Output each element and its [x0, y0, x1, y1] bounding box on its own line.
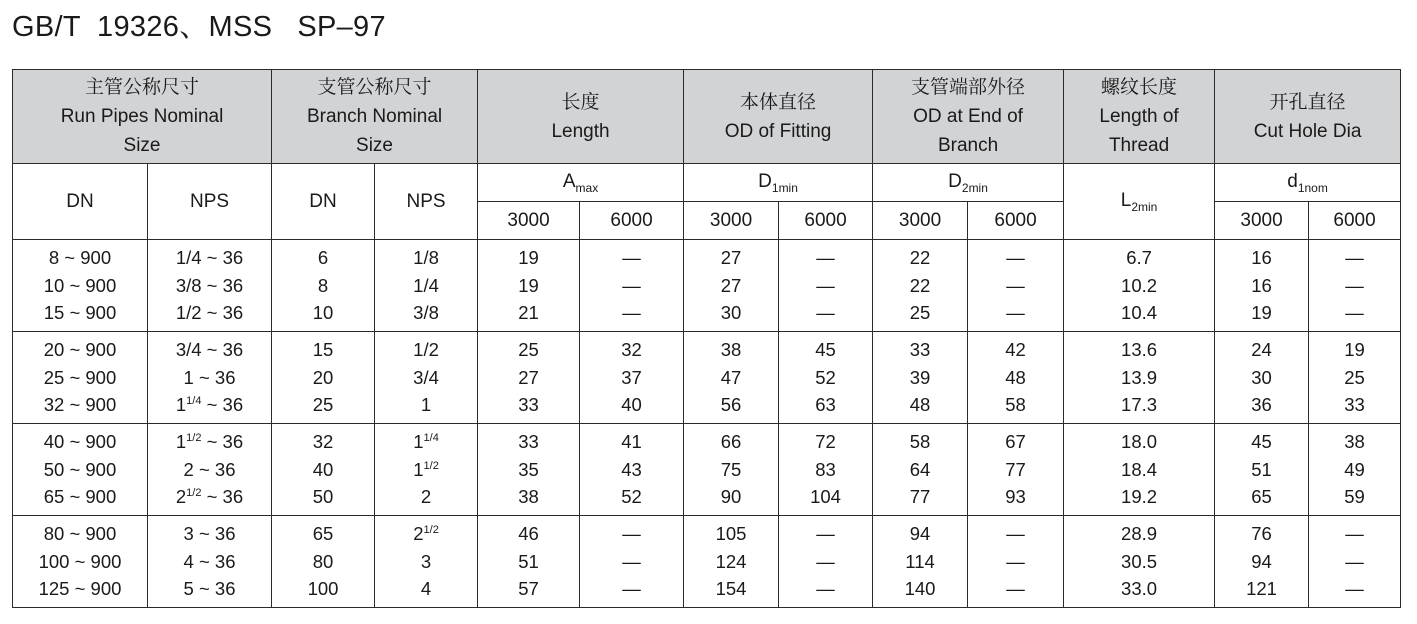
branch-nps-value: 1/4	[413, 274, 439, 296]
dh-symbol: d	[1287, 170, 1298, 192]
dh6000-value: —	[1345, 302, 1364, 324]
run-dn-value: 25 ~ 900	[43, 366, 117, 388]
d2-6000-value: 77	[1005, 458, 1026, 480]
d1-subscript: 1min	[771, 180, 798, 195]
header-run-nps: NPS	[148, 164, 272, 240]
branch-nps-value	[375, 428, 477, 456]
branch-nps-value-value: 2	[420, 486, 432, 508]
d2-6000-value: 93	[1005, 486, 1026, 508]
run-nps-value-value: 1 ~ 36	[183, 366, 236, 388]
run-nps-value-fraction: 1/2	[186, 432, 202, 445]
d2-3000-value: 33	[909, 339, 931, 361]
branch-dn-value: 15	[312, 339, 334, 361]
header-od-branch-cn: 支管端部外径	[911, 76, 1026, 98]
a6000-cell	[580, 240, 684, 332]
run-nps-value	[148, 272, 271, 300]
table-row-group	[13, 332, 1401, 424]
a3000-value: 21	[518, 302, 539, 324]
a6000-cell	[580, 516, 684, 608]
a6000-value: 41	[621, 431, 642, 453]
d1-3000-value: 56	[720, 394, 742, 416]
run-dn-value: 20 ~ 900	[43, 339, 117, 361]
d1-6000-value: —	[816, 523, 835, 545]
dh3000-value: 65	[1251, 486, 1272, 508]
l2-value: 19.2	[1121, 486, 1158, 508]
a6000-value: —	[622, 247, 641, 269]
d2-3000-cell	[873, 424, 968, 516]
d2-6000-cell	[968, 240, 1064, 332]
l2-cell	[1064, 424, 1215, 516]
d1-symbol: D	[758, 170, 772, 192]
d1-6000-value: 83	[815, 458, 836, 480]
dh6000-cell	[1309, 424, 1401, 516]
branch-nps-cell	[375, 240, 478, 332]
d1-3000-value: 66	[720, 431, 742, 453]
d1-6000-value: —	[816, 247, 835, 269]
run-nps-value-value: 3/4 ~ 36	[175, 339, 244, 361]
branch-dn-cell	[272, 424, 375, 516]
branch-nps-value-fraction: 1/2	[423, 524, 439, 537]
header-run-size-en2: Size	[123, 135, 161, 156]
d2-3000-value: 77	[909, 486, 931, 508]
a3000-value: 51	[518, 550, 539, 572]
l2-value: 30.5	[1121, 550, 1158, 572]
page-title: GB/T 19326、MSS SP–97	[12, 11, 386, 43]
run-nps-value-value: 3 ~ 36	[183, 523, 236, 545]
d1-3000-value: 27	[720, 247, 742, 269]
run-dn-value: 125 ~ 900	[38, 578, 122, 600]
header-run-size-cn: 主管公称尺寸	[85, 76, 200, 98]
run-nps-value	[148, 391, 271, 419]
run-nps-value	[148, 548, 271, 576]
dh6000-value: 38	[1344, 431, 1365, 453]
a3000-value: 19	[518, 274, 539, 296]
a6000-value: 43	[621, 458, 642, 480]
d2-3000-value: 48	[909, 394, 931, 416]
d1-3000-value: 30	[720, 302, 742, 324]
d1-3000-value: 75	[720, 458, 742, 480]
branch-dn-cell	[272, 516, 375, 608]
header-cut-hole-en1: Cut Hole Dia	[1253, 120, 1362, 142]
run-nps-value	[148, 364, 271, 392]
branch-nps-value	[375, 456, 477, 484]
header-a-3000: 3000	[478, 202, 580, 240]
dh3000-cell	[1215, 332, 1309, 424]
d2-3000-value: 25	[909, 302, 931, 324]
d1-3000-cell	[684, 424, 779, 516]
d2-3000-cell	[873, 240, 968, 332]
d1-6000-cell	[779, 332, 873, 424]
a3000-value: 33	[518, 431, 539, 453]
dh3000-value: 24	[1251, 339, 1272, 361]
branch-nps-cell	[375, 332, 478, 424]
d2-6000-value: —	[1006, 523, 1025, 545]
dh3000-cell	[1215, 424, 1309, 516]
header-l2-min	[1064, 164, 1215, 240]
d2-6000-cell	[968, 516, 1064, 608]
d1-3000-cell	[684, 516, 779, 608]
header-branch-nps: NPS	[375, 164, 478, 240]
dh3000-value: 16	[1251, 274, 1272, 296]
run-dn-value: 65 ~ 900	[43, 486, 117, 508]
a3000-value: 33	[518, 394, 539, 416]
header-run-size-en1: Run Pipes Nominal	[60, 106, 224, 127]
a3000-cell	[478, 424, 580, 516]
run-nps-value	[148, 244, 271, 272]
d1-3000-value: 47	[720, 366, 742, 388]
d2-6000-value: —	[1006, 550, 1025, 572]
a3000-value: 35	[518, 458, 539, 480]
dh3000-value: 121	[1246, 578, 1277, 600]
d1-6000-cell	[779, 240, 873, 332]
branch-nps-value: 3/8	[413, 302, 439, 324]
branch-dn-value: 100	[307, 578, 339, 600]
l2-cell	[1064, 516, 1215, 608]
run-nps-value-value: 1	[175, 394, 187, 416]
branch-dn-value: 80	[312, 550, 334, 572]
header-d1-3000: 3000	[684, 202, 779, 240]
dh3000-cell	[1215, 516, 1309, 608]
branch-dn-value: 50	[312, 486, 334, 508]
a3000-value: 27	[518, 366, 539, 388]
header-run-size	[13, 70, 272, 164]
header-branch-size-en2: Size	[356, 135, 393, 156]
run-nps-value-range: ~ 36	[201, 431, 244, 453]
branch-nps-value	[375, 520, 477, 548]
header-dh-3000: 3000	[1215, 202, 1309, 240]
run-nps-value-range: ~ 36	[201, 394, 244, 416]
a6000-value: —	[622, 274, 641, 296]
d1-3000-value: 105	[715, 523, 747, 545]
run-nps-value	[148, 520, 271, 548]
d1-6000-value: 63	[815, 394, 836, 416]
d2-6000-value: —	[1006, 274, 1025, 296]
header-a-6000: 6000	[580, 202, 684, 240]
branch-nps-cell	[375, 516, 478, 608]
run-dn-cell	[13, 424, 148, 516]
dh6000-value: 33	[1344, 394, 1365, 416]
a3000-cell	[478, 240, 580, 332]
header-cut-hole-cn: 开孔直径	[1269, 90, 1346, 113]
d2-6000-value: 67	[1005, 431, 1026, 453]
run-dn-cell	[13, 516, 148, 608]
a3000-value: 57	[518, 578, 539, 600]
dh6000-value: 49	[1344, 458, 1365, 480]
dh6000-value: —	[1345, 247, 1364, 269]
a3000-value: 25	[518, 339, 539, 361]
d2-3000-value: 22	[909, 247, 931, 269]
a6000-value: —	[622, 550, 641, 572]
d2-6000-cell	[968, 424, 1064, 516]
dh6000-value: —	[1345, 578, 1364, 600]
d1-3000-value: 124	[715, 550, 747, 572]
branch-nps-value-value: 1	[413, 431, 424, 453]
d2-6000-cell	[968, 332, 1064, 424]
d2-6000-value: —	[1006, 247, 1025, 269]
a6000-value: 32	[621, 339, 642, 361]
a3000-cell	[478, 516, 580, 608]
table-row-group	[13, 516, 1401, 608]
a6000-value: 40	[621, 394, 642, 416]
run-dn-value: 40 ~ 900	[43, 431, 117, 453]
branch-nps-value-value: 3	[420, 550, 432, 572]
a6000-cell	[580, 424, 684, 516]
branch-dn-value: 10	[312, 302, 334, 324]
header-d2-min	[873, 164, 1064, 202]
header-od-fitting-cn: 本体直径	[740, 90, 817, 113]
header-dh-6000: 6000	[1309, 202, 1401, 240]
d1-3000-value: 38	[720, 339, 742, 361]
run-dn-value: 8 ~ 900	[48, 247, 112, 269]
run-nps-cell	[148, 240, 272, 332]
dh6000-cell	[1309, 332, 1401, 424]
d2-3000-cell	[873, 516, 968, 608]
l2-value: 6.7	[1126, 247, 1152, 269]
a6000-value: —	[622, 302, 641, 324]
branch-dn-cell	[272, 332, 375, 424]
l2-symbol: L	[1120, 189, 1132, 211]
dh3000-value: 51	[1251, 458, 1272, 480]
branch-dn-value: 8	[317, 274, 329, 296]
dh3000-value: 45	[1251, 431, 1272, 453]
header-d1-6000: 6000	[779, 202, 873, 240]
branch-nps-value	[375, 483, 477, 511]
branch-nps-value-fraction: 1/2	[423, 459, 439, 472]
header-cut-hole	[1215, 70, 1401, 164]
a-symbol: A	[562, 170, 576, 192]
run-nps-value-value: 3/8 ~ 36	[175, 274, 244, 296]
d1-3000-value: 154	[715, 578, 747, 600]
branch-nps-value: 1	[420, 394, 432, 416]
d2-subscript: 2min	[961, 180, 988, 195]
header-length-cn: 长度	[561, 90, 600, 113]
dh3000-value: 76	[1251, 523, 1272, 545]
header-thread-length-en1: Length of	[1099, 106, 1179, 127]
header-length-en1: Length	[551, 120, 610, 142]
run-nps-value-value: 1/4 ~ 36	[175, 247, 244, 269]
header-a-max	[478, 164, 684, 202]
branch-nps-cell	[375, 424, 478, 516]
branch-dn-value: 20	[312, 366, 334, 388]
a6000-value: 37	[621, 366, 642, 388]
run-nps-value-value: 1	[175, 431, 187, 453]
l2-value: 13.6	[1121, 339, 1158, 361]
a3000-value: 19	[518, 247, 539, 269]
header-branch-size-en1: Branch Nominal	[306, 106, 443, 127]
branch-dn-cell	[272, 240, 375, 332]
branch-nps-value: 1/8	[413, 247, 439, 269]
header-branch-dn: DN	[272, 164, 375, 240]
l2-value: 28.9	[1121, 523, 1158, 545]
dh3000-value: 16	[1251, 247, 1272, 269]
branch-nps-value: 3/4	[413, 366, 439, 388]
run-nps-value	[148, 299, 271, 327]
header-row-symbols	[13, 164, 1401, 202]
branch-dn-value: 40	[312, 458, 334, 480]
dh3000-cell	[1215, 240, 1309, 332]
branch-dn-value: 25	[312, 394, 334, 416]
branch-nps-value-fraction: 1/4	[423, 432, 439, 445]
d1-6000-value: —	[816, 302, 835, 324]
dimension-table	[12, 69, 1401, 608]
header-od-branch	[873, 70, 1064, 164]
header-branch-size-cn: 支管公称尺寸	[317, 76, 432, 98]
a6000-value: —	[622, 523, 641, 545]
d1-6000-value: —	[816, 550, 835, 572]
d2-3000-value: 22	[909, 274, 931, 296]
a3000-value: 38	[518, 486, 539, 508]
l2-value: 17.3	[1121, 394, 1158, 416]
table-row-group	[13, 424, 1401, 516]
dh3000-value: 94	[1251, 550, 1272, 572]
l2-cell	[1064, 240, 1215, 332]
run-dn-value: 32 ~ 900	[43, 394, 117, 416]
run-nps-value	[148, 336, 271, 364]
d2-6000-value: 58	[1005, 394, 1026, 416]
d1-6000-value: 52	[815, 366, 836, 388]
run-nps-cell	[148, 424, 272, 516]
a3000-value: 46	[518, 523, 539, 545]
d2-6000-value: —	[1006, 578, 1025, 600]
d2-3000-value: 114	[905, 550, 935, 572]
run-dn-value: 15 ~ 900	[43, 302, 117, 324]
dh3000-value: 36	[1251, 394, 1272, 416]
d2-6000-value: 48	[1005, 366, 1026, 388]
dh6000-value: —	[1345, 523, 1364, 545]
d2-3000-value: 58	[909, 431, 931, 453]
a3000-cell	[478, 332, 580, 424]
header-row-titles	[13, 70, 1401, 164]
d1-3000-value: 27	[720, 274, 742, 296]
header-branch-size	[272, 70, 478, 164]
run-dn-cell	[13, 332, 148, 424]
run-nps-cell	[148, 332, 272, 424]
a6000-cell	[580, 332, 684, 424]
dh6000-value: —	[1345, 274, 1364, 296]
header-d1-nom	[1215, 164, 1401, 202]
dh6000-value: 59	[1344, 486, 1365, 508]
header-run-dn: DN	[13, 164, 148, 240]
branch-dn-value: 65	[312, 523, 334, 545]
dh6000-cell	[1309, 516, 1401, 608]
branch-nps-value: 1/2	[413, 339, 439, 361]
l2-value: 10.4	[1121, 302, 1158, 324]
d1-6000-cell	[779, 424, 873, 516]
a6000-value: —	[622, 578, 641, 600]
branch-nps-value-value: 1	[413, 458, 424, 480]
d2-3000-value: 39	[909, 366, 931, 388]
run-nps-value	[148, 575, 271, 603]
l2-value: 13.9	[1121, 366, 1158, 388]
d1-6000-value: —	[816, 274, 835, 296]
a6000-value: 52	[621, 486, 642, 508]
d1-6000-value: 45	[815, 339, 836, 361]
branch-dn-value: 6	[317, 247, 329, 269]
run-dn-value: 100 ~ 900	[38, 550, 122, 572]
header-d1-min	[684, 164, 873, 202]
run-nps-value-fraction: 1/2	[186, 487, 202, 500]
l2-cell	[1064, 332, 1215, 424]
dh6000-value: 19	[1344, 339, 1365, 361]
d2-symbol: D	[948, 170, 962, 192]
d2-6000-value: —	[1006, 302, 1025, 324]
run-nps-value	[148, 456, 271, 484]
d1-6000-value: 72	[815, 431, 836, 453]
branch-nps-value-value: 4	[420, 578, 432, 600]
header-od-fitting-en1: OD of Fitting	[724, 120, 832, 142]
run-dn-value: 10 ~ 900	[43, 274, 117, 296]
run-nps-value-value: 5 ~ 36	[183, 578, 236, 600]
header-d2-6000: 6000	[968, 202, 1064, 240]
run-dn-value: 50 ~ 900	[43, 458, 117, 480]
l2-value: 10.2	[1121, 274, 1158, 296]
branch-nps-value	[375, 548, 477, 576]
run-nps-value-value: 2 ~ 36	[183, 458, 236, 480]
header-od-branch-en2: Branch	[937, 135, 999, 156]
run-nps-value	[148, 428, 271, 456]
header-od-fitting	[684, 70, 873, 164]
d1-3000-cell	[684, 240, 779, 332]
header-thread-length	[1064, 70, 1215, 164]
d1-6000-cell	[779, 516, 873, 608]
run-nps-value-value: 1/2 ~ 36	[175, 302, 244, 324]
dh6000-value: 25	[1344, 366, 1365, 388]
run-nps-value-range: ~ 36	[201, 486, 244, 508]
branch-nps-value-value: 2	[413, 523, 424, 545]
table-row-group	[13, 240, 1401, 332]
header-length	[478, 70, 684, 164]
l2-value: 33.0	[1121, 578, 1158, 600]
run-nps-value	[148, 483, 271, 511]
dh6000-cell	[1309, 240, 1401, 332]
header-od-branch-en1: OD at End of	[913, 106, 1023, 127]
d2-3000-value: 140	[904, 578, 936, 600]
a-subscript: max	[575, 180, 599, 195]
d2-3000-value: 64	[909, 458, 931, 480]
d1-6000-value: 104	[810, 486, 841, 508]
run-nps-value-fraction: 1/4	[186, 395, 202, 408]
d2-3000-value: 94	[909, 523, 931, 545]
dh-subscript: 1nom	[1297, 180, 1328, 195]
d1-3000-cell	[684, 332, 779, 424]
d2-3000-cell	[873, 332, 968, 424]
run-dn-value: 80 ~ 900	[43, 523, 117, 545]
run-nps-value-value: 4 ~ 36	[183, 550, 236, 572]
dh3000-value: 30	[1251, 366, 1272, 388]
header-d2-3000: 3000	[873, 202, 968, 240]
dh6000-value: —	[1345, 550, 1364, 572]
l2-value: 18.4	[1121, 458, 1158, 480]
d2-6000-value: 42	[1005, 339, 1026, 361]
run-nps-value-value: 2	[175, 486, 187, 508]
header-thread-length-cn: 螺纹长度	[1101, 76, 1178, 98]
l2-value: 18.0	[1121, 431, 1158, 453]
d1-3000-value: 90	[720, 486, 742, 508]
header-thread-length-en2: Thread	[1108, 135, 1170, 156]
l2-subscript: 2min	[1131, 199, 1158, 214]
branch-dn-value: 32	[312, 431, 334, 453]
d1-6000-value: —	[816, 578, 835, 600]
run-nps-cell	[148, 516, 272, 608]
dh3000-value: 19	[1251, 302, 1272, 324]
run-dn-cell	[13, 240, 148, 332]
branch-nps-value	[375, 575, 477, 603]
